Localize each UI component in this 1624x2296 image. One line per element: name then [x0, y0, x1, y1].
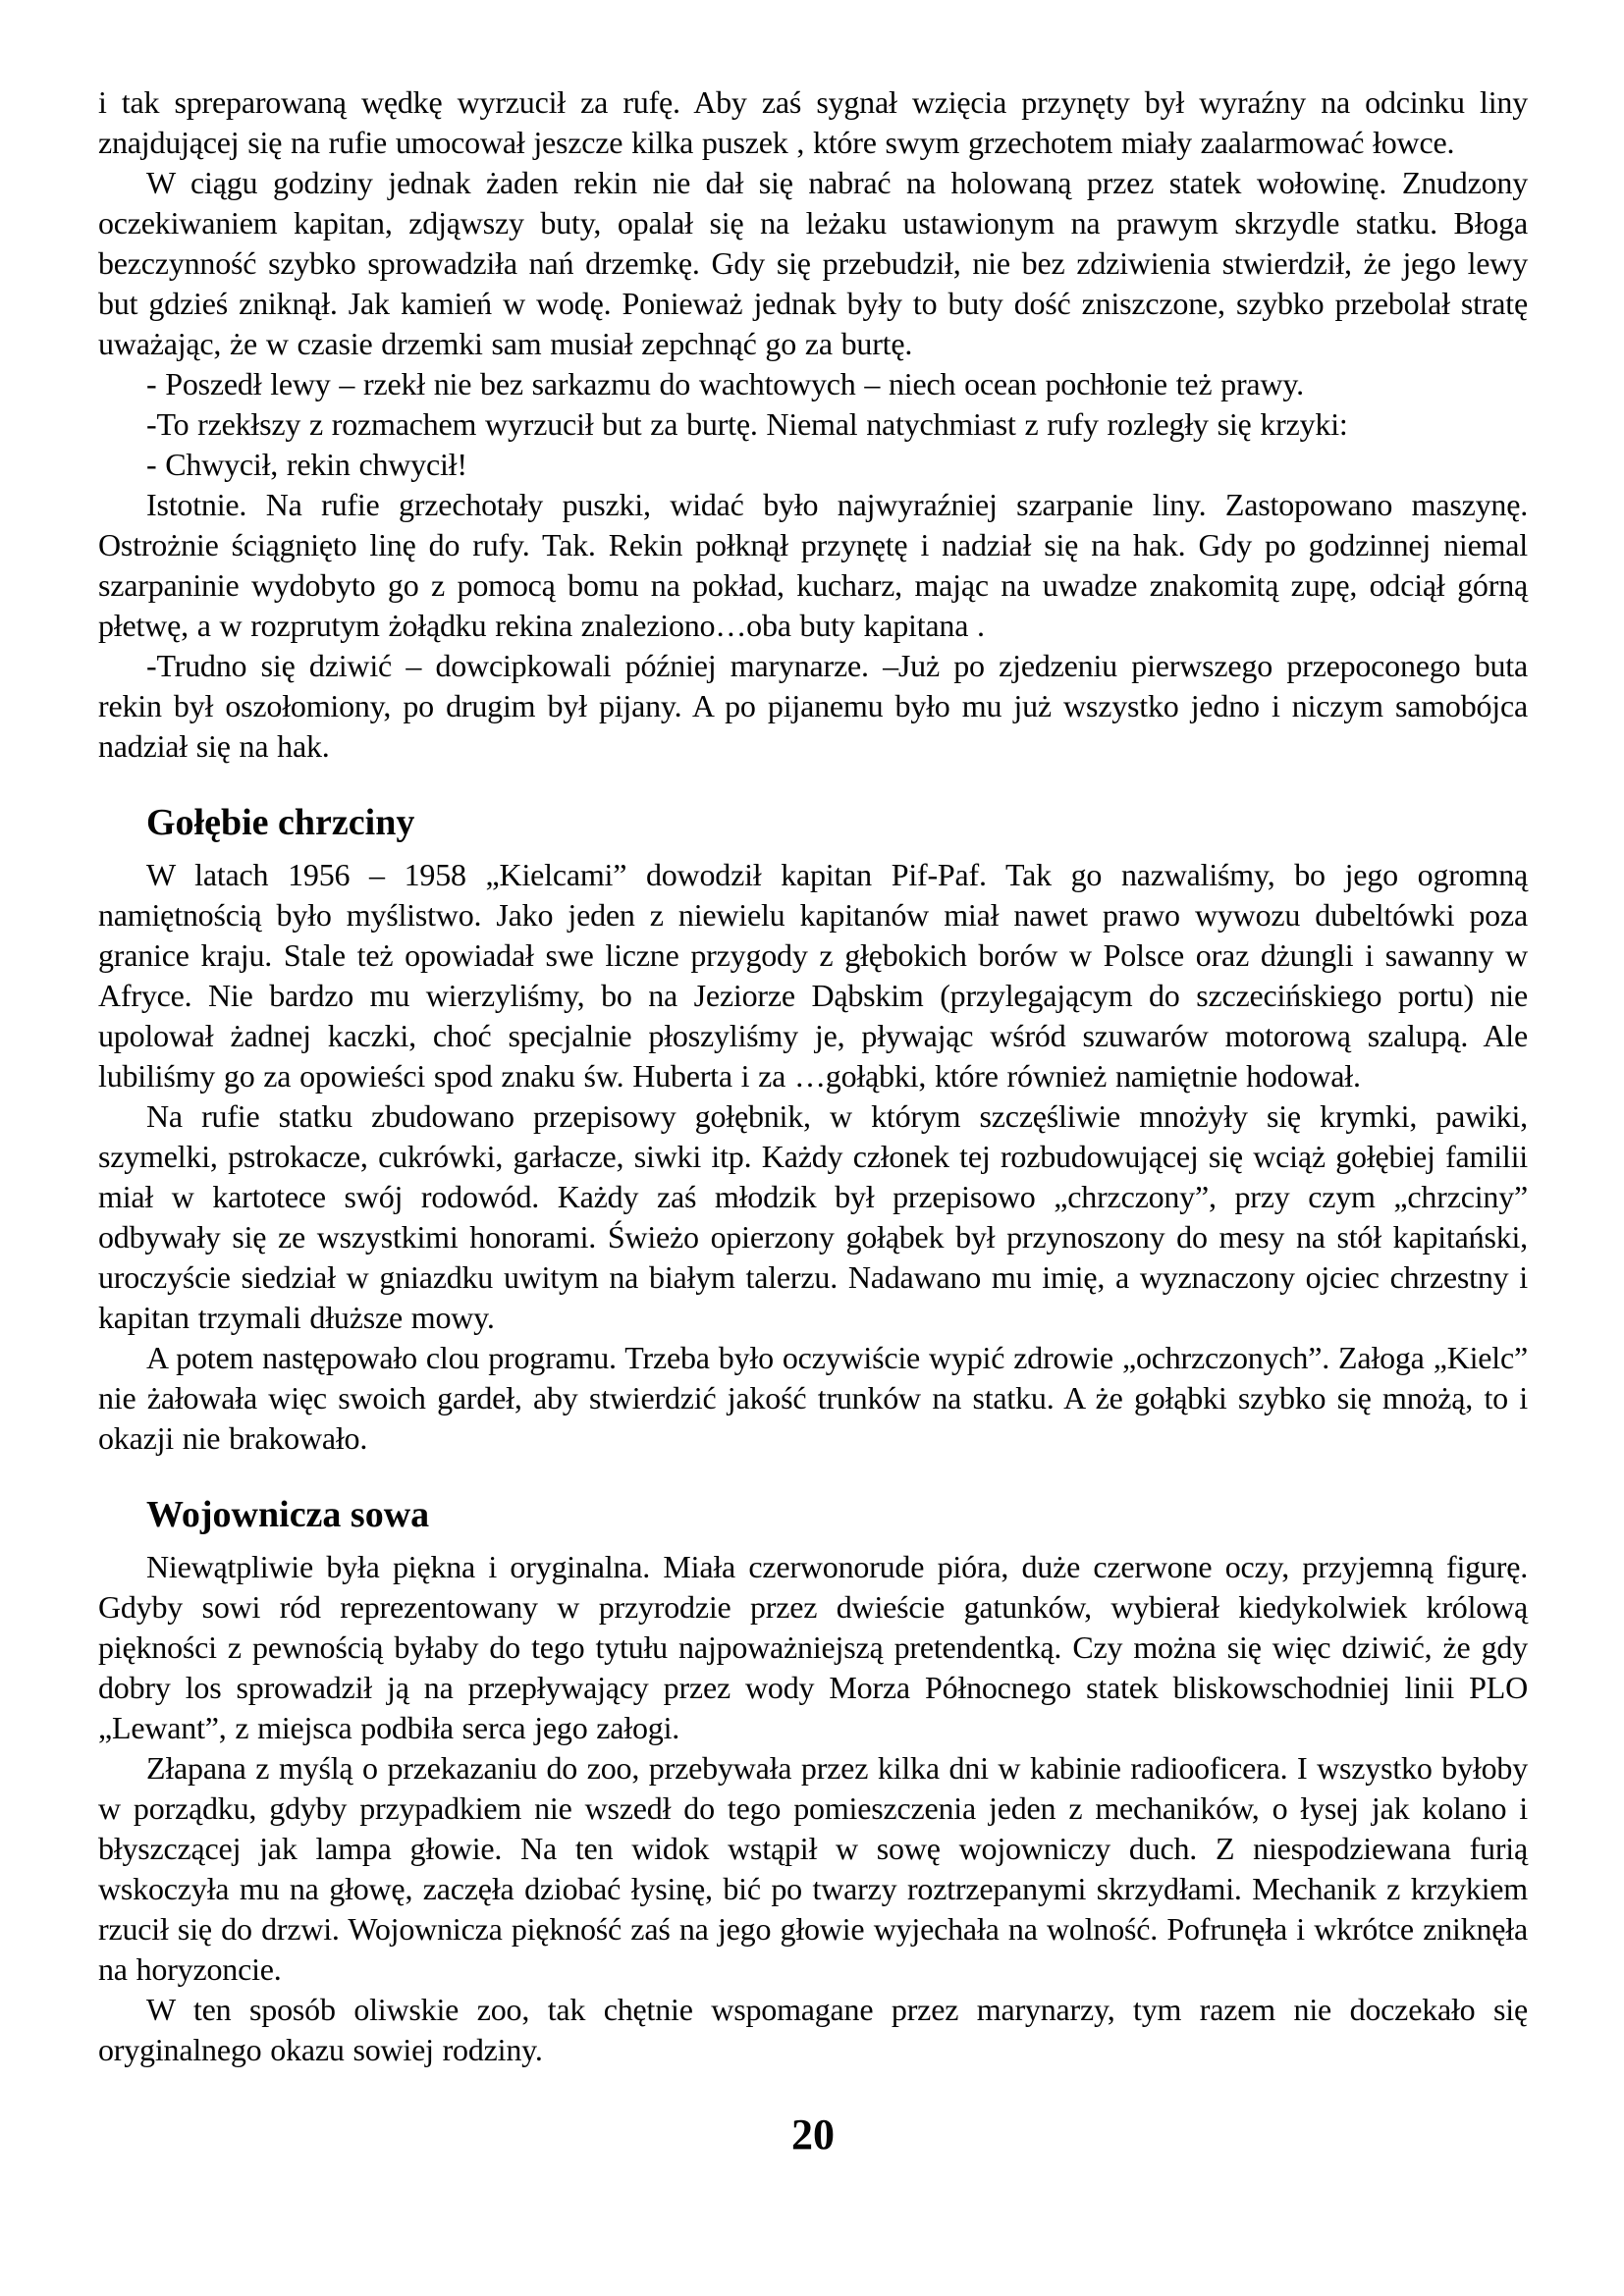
paragraph: i tak spreparowaną wędkę wyrzucił za rufę. Aby zaś sygnał wzięcia przynęty był wyraźny na odcinku liny znajdującej się na rufie umocował jeszcze kilka puszek , które swym grzechotem miały zaalarmować łowce.: [98, 84, 1528, 160]
body-text: [98, 82, 1528, 2070]
paragraph-dialogue: - Chwycił, rekin chwycił!: [146, 447, 467, 482]
paragraph: W ten sposób oliwskie zoo, tak chętnie wspomagane przez marynarzy, tym razem nie doczekało się oryginalnego okazu sowiej rodziny.: [98, 1992, 1528, 2067]
section-shark-story: [98, 82, 1528, 767]
page-number: 20: [791, 2110, 835, 2159]
paragraph: Na rufie statku zbudowano przepisowy gołębnik, w którym szczęśliwie mnożyły się krymki, pawiki, szymelki, pstrokacze, cukrówki, garłacze, siwki itp. Każdy członek tej rozbudowującej się wciąż gołębiej familii miał w kartotece swój rodowód. Każdy zaś młodzik był przepisowo „chrzczony”, przy czym „chrzciny” odbywały się ze wszystkimi honorami. Świeżo opierzony gołąbek był przynoszony do mesy na stół kapitański, uroczyście siedział w gniazdku uwitym na białym talerzu. Nadawano mu imię, a wyznaczony ojciec chrzestny i kapitan trzymali dłuższe mowy.: [98, 1098, 1528, 1335]
paragraph: A potem następowało clou programu. Trzeba było oczywiście wypić zdrowie „ochrzczonych”. Załoga „Kielc” nie żałowała więc swoich gardeł, aby stwierdzić jakość trunków na statku. A że gołąbki szybko się mnożą, to i okazji nie brakowało.: [98, 1340, 1528, 1456]
paragraph: Złapana z myślą o przekazaniu do zoo, przebywała przez kilka dni w kabinie radiooficera. I wszystko byłoby w porządku, gdyby przypadkiem nie wszedł do tego pomieszczenia jeden z mechaników, o łysej jak kolano i błyszczącej jak lampa głowie. Na ten widok wstąpił w sowę wojowniczy duch. Z niespodziewana furią wskoczyła mu na głowę, zaczęła dziobać łysinę, bić po twarzy roztrzepanymi skrzydłami. Mechanik z krzykiem rzucił się do drzwi. Wojownicza piękność zaś na jego głowie wyjechała na wolność. Pofrunęła i wkrótce zniknęła na horyzoncie.: [98, 1750, 1528, 1987]
section-wojownicza-sowa: [98, 1492, 1528, 2070]
paragraph-dialogue: - Poszedł lewy – rzekł nie bez sarkazmu do wachtowych – niech ocean pochłonie też prawy.: [146, 366, 1304, 401]
paragraph: W latach 1956 – 1958 „Kielcami” dowodził kapitan Pif-Paf. Tak go nazwaliśmy, bo jego ogromną namiętnością było myślistwo. Jako jeden z niewielu kapitanów miał nawet prawo wywozu dubeltówki poza granice kraju. Stale też opowiadał swe liczne przygody z głębokich borów w Polsce oraz dżungli i sawanny w Afryce. Nie bardzo mu wierzyliśmy, bo na Jeziorze Dąbskim (przylegającym do szczecińskiego portu) nie upolował żadnej kaczki, choć specjalnie płoszyliśmy je, pływając wśród szuwarów motorową szalupą. Ale lubiliśmy go za opowieści spod znaku św. Huberta i za …gołąbki, które również namiętnie hodował.: [98, 857, 1528, 1094]
section-heading-wojownicza-sowa: Wojownicza sowa: [146, 1494, 430, 1535]
paragraph: -Trudno się dziwić – dowcipkowali później marynarze. –Już po zjedzeniu pierwszego przepoconego buta rekin był oszołomiony, po drugim był pijany. A po pijanemu było mu już wszystko jedno i niczym samobójca nadział się na hak.: [98, 648, 1528, 764]
paragraph: Niewątpliwie była piękna i oryginalna. Miała czerwonorude pióra, duże czerwone oczy, przyjemną figurę. Gdyby sowi ród reprezentowany w przyrodzie przez dwieście gatunków, wybierał kiedykolwiek królową piękności z pewnością byłaby do tego tytułu najpoważniejszą pretendentką. Czy można się więc dziwić, że gdy dobry los sprowadził ją na przepływający przez wody Morza Północnego statek bliskowschodniej linii PLO „Lewant”, z miejsca podbiła serca jego załogi.: [98, 1549, 1528, 1745]
section-heading-golebie-chrzciny: Gołębie chrzciny: [146, 802, 415, 843]
paragraph-dialogue: -To rzekłszy z rozmachem wyrzucił but za burtę. Niemal natychmiast z rufy rozległy się krzyki:: [146, 406, 1348, 442]
paragraph: Istotnie. Na rufie grzechotały puszki, widać było najwyraźniej szarpanie liny. Zastopowano maszynę. Ostrożnie ściągnięto linę do rufy. Tak. Rekin połknął przynętę i nadział się na hak. Gdy po godzinnej niemal szarpaninie wydobyto go z pomocą bomu na pokład, kucharz, mając na uwadze znakomitą zupę, odciął górną płetwę, a w rozprutym żołądku rekina znaleziono…oba buty kapitana .: [98, 487, 1528, 643]
paragraph: W ciągu godziny jednak żaden rekin nie dał się nabrać na holowaną przez statek wołowinę. Znudzony oczekiwaniem kapitan, zdjąwszy buty, opalał się na leżaku ustawionym na prawym skrzydle statku. Błoga bezczynność szybko sprowadziła nań drzemkę. Gdy się przebudził, nie bez zdziwienia stwierdził, że jego lewy but gdzieś zniknął. Jak kamień w wodę. Ponieważ jednak były to buty dość zniszczone, szybko przebolał stratę uważając, że w czasie drzemki sam musiał zepchnąć go za burtę.: [98, 165, 1528, 361]
section-golebie-chrzciny: [98, 800, 1528, 1459]
